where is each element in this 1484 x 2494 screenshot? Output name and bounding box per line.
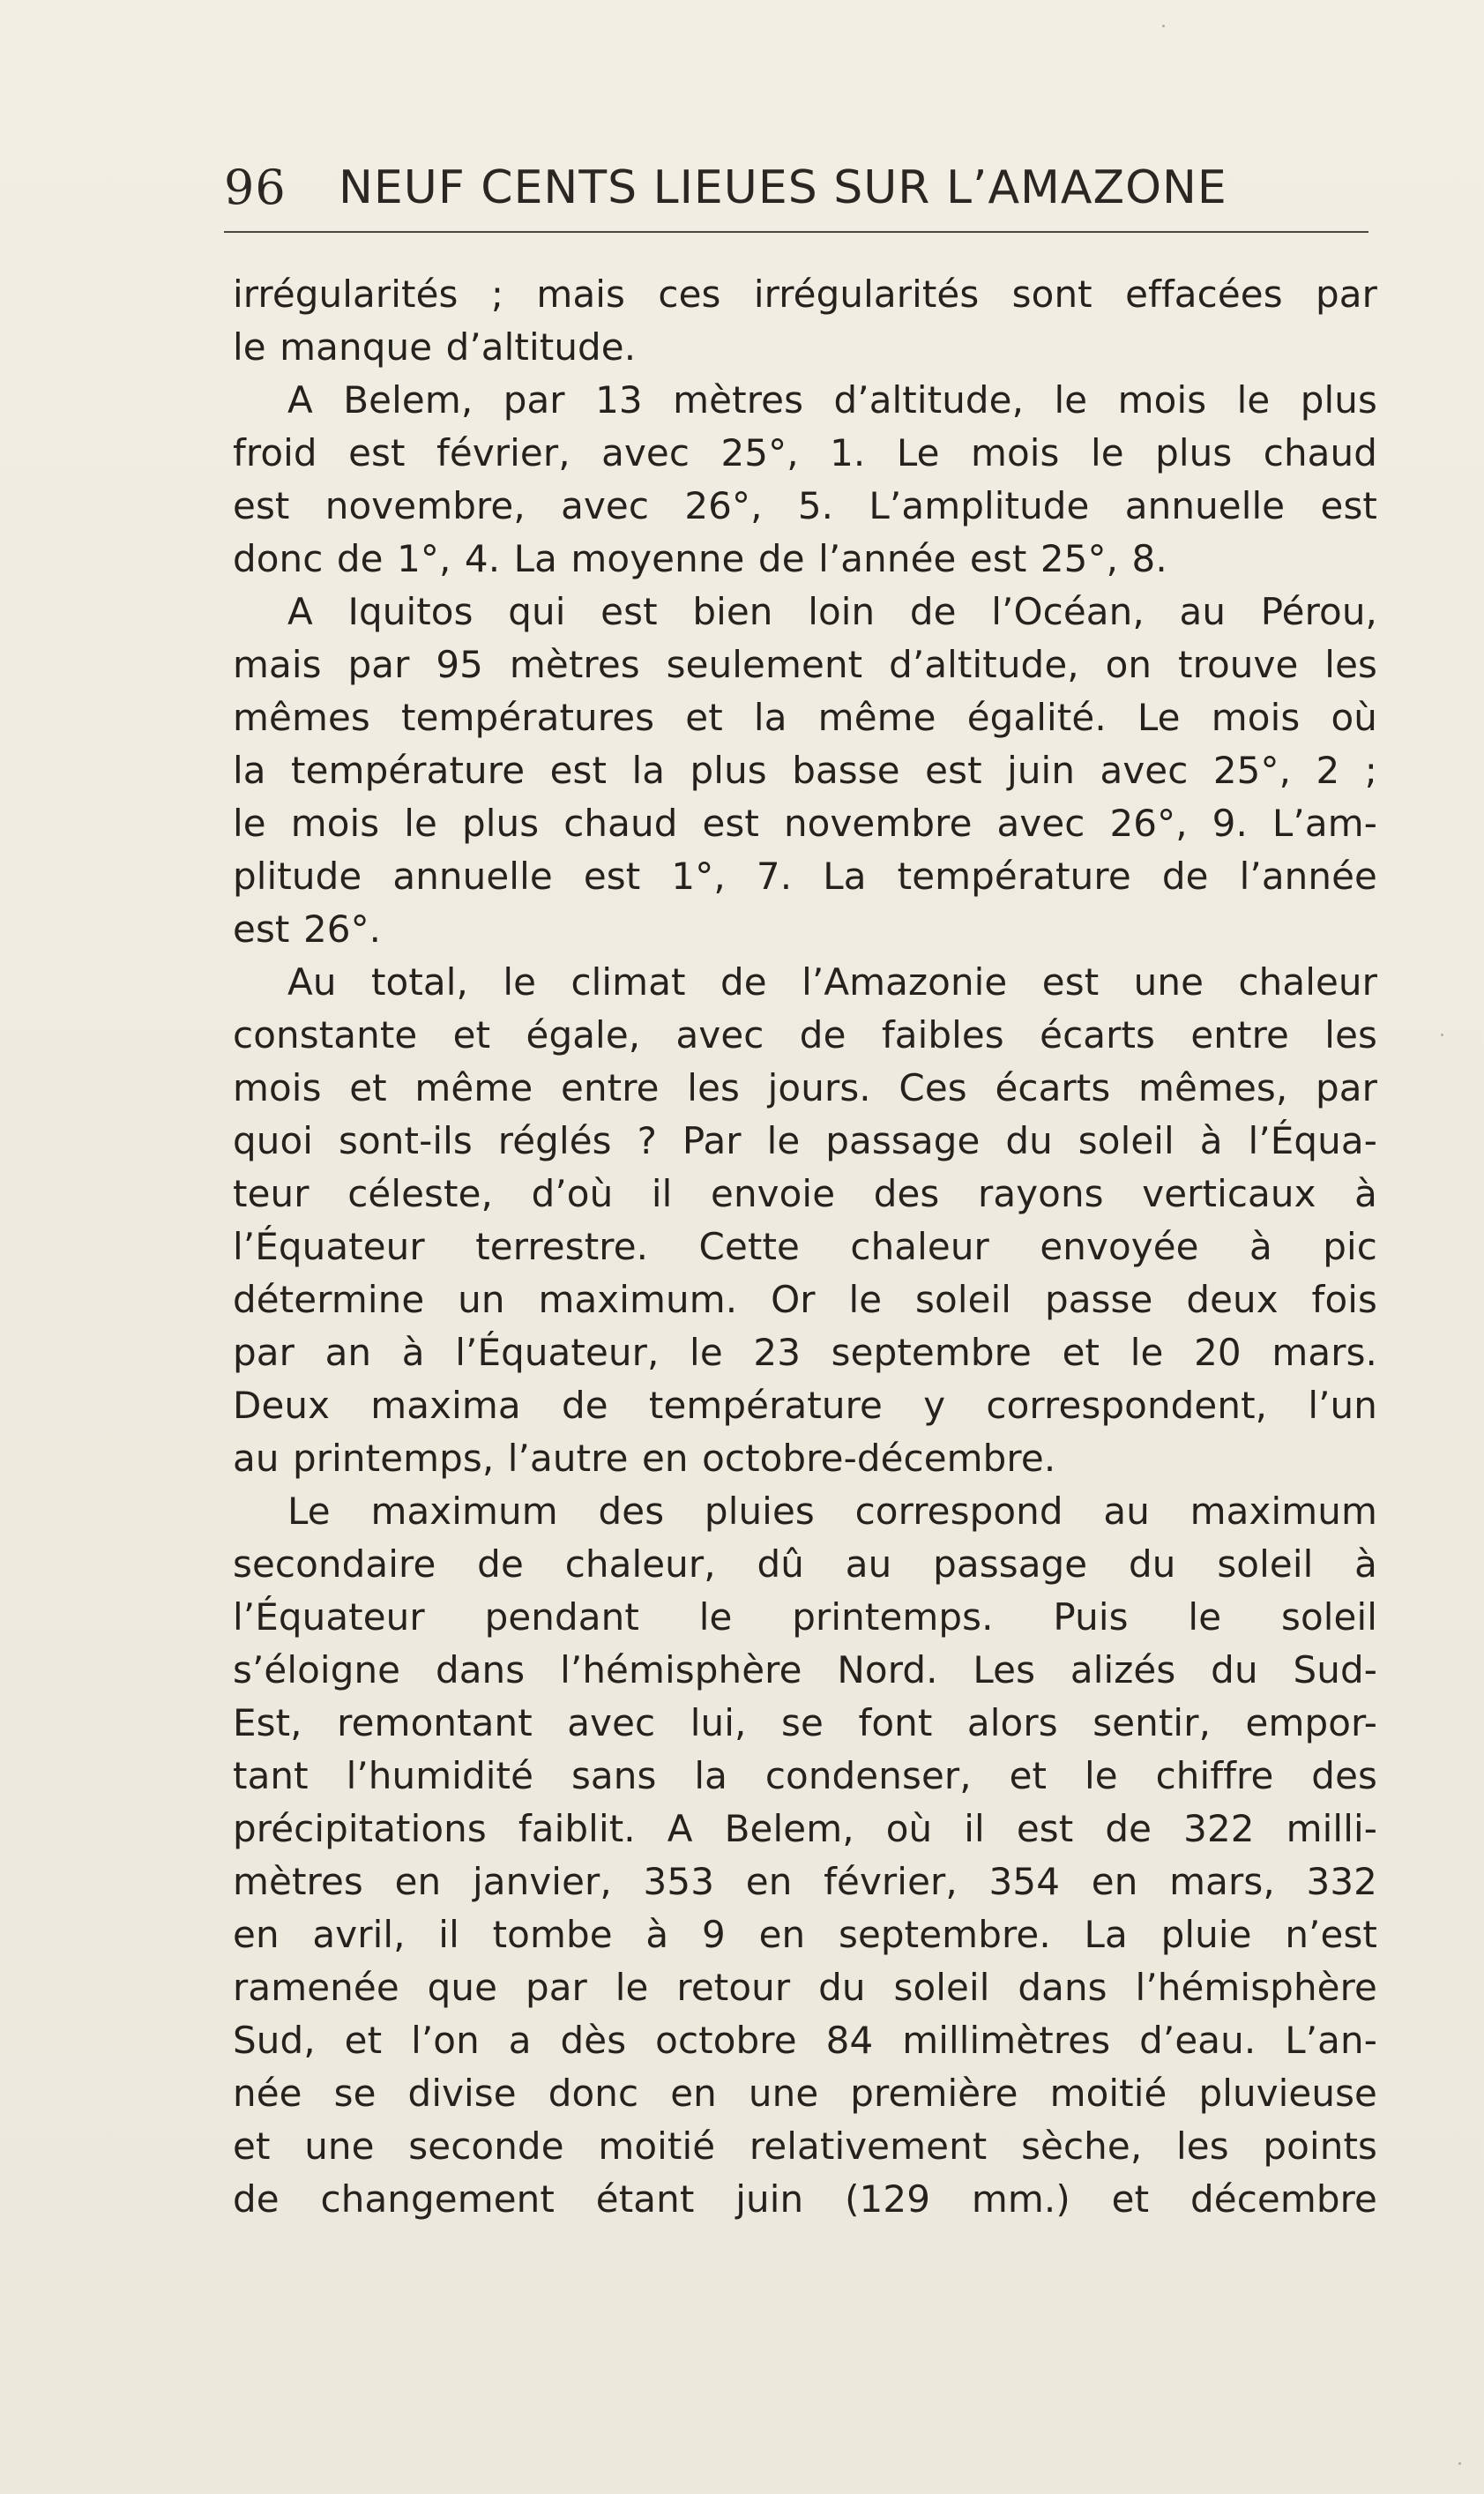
- text-line: constante et égale, avec de faibles écarts entre les: [233, 1013, 1377, 1057]
- text-line: Est, remontant avec lui, se font alors sentir, empor-: [233, 1701, 1377, 1744]
- paper-speck: [1441, 1034, 1443, 1036]
- running-title: NEUF CENTS LIEUES SUR L’AMAZONE: [339, 161, 1227, 214]
- page-number: 96: [224, 160, 287, 215]
- text-line: par an à l’Équateur, le 23 septembre et le 20 mars.: [233, 1331, 1377, 1374]
- text-line: est novembre, avec 26°, 5. L’amplitude annuelle est: [233, 484, 1377, 527]
- text-line: Sud, et l’on a dès octobre 84 millimètres d’eau. L’an-: [233, 2019, 1377, 2062]
- text-line: donc de 1°, 4. La moyenne de l’année est 25°, 8.: [233, 537, 1167, 580]
- text-line: A Belem, par 13 mètres d’altitude, le mois le plus: [287, 378, 1377, 422]
- text-line: A Iquitos qui est bien loin de l’Océan, au Pérou,: [287, 590, 1377, 633]
- text-line: quoi sont-ils réglés ? Par le passage du soleil à l’Équa-: [233, 1119, 1377, 1162]
- text-line: mêmes températures et la même égalité. Le mois où: [233, 696, 1377, 739]
- text-line: ramenée que par le retour du soleil dans l’hémisphère: [233, 1966, 1377, 2009]
- text-line: irrégularités ; mais ces irrégularités sont effacées par: [233, 273, 1377, 316]
- text-line: mais par 95 mètres seulement d’altitude, on trouve les: [233, 643, 1377, 686]
- text-line: Au total, le climat de l’Amazonie est une chaleur: [287, 960, 1377, 1004]
- text-line: teur céleste, d’où il envoie des rayons verticaux à: [233, 1172, 1377, 1215]
- text-line: et une seconde moitié relativement sèche, les points: [233, 2124, 1377, 2168]
- text-line: de changement étant juin (129 mm.) et décembre: [233, 2177, 1377, 2221]
- text-line: l’Équateur terrestre. Cette chaleur envoyée à pic: [233, 1225, 1377, 1268]
- text-line: tant l’humidité sans la condenser, et le chiffre des: [233, 1754, 1377, 1797]
- paper-speck: [1162, 25, 1165, 27]
- text-line: née se divise donc en une première moitié pluvieuse: [233, 2072, 1377, 2115]
- text-line: froid est février, avec 25°, 1. Le mois le plus chaud: [233, 431, 1377, 474]
- text-line: plitude annuelle est 1°, 7. La température de l’année: [233, 855, 1377, 898]
- text-line: s’éloigne dans l’hémisphère Nord. Les alizés du Sud-: [233, 1648, 1377, 1691]
- body-text: [233, 268, 1377, 2226]
- text-line: est 26°.: [233, 907, 382, 951]
- text-line: la température est la plus basse est juin avec 25°, 2 ;: [233, 749, 1377, 792]
- text-line: mètres en janvier, 353 en février, 354 en mars, 332: [233, 1860, 1377, 1903]
- text-line: au printemps, l’autre en octobre-décembre.: [233, 1437, 1056, 1480]
- text-line: précipitations faiblit. A Belem, où il est de 322 milli-: [233, 1807, 1377, 1850]
- text-line: mois et même entre les jours. Ces écarts mêmes, par: [233, 1066, 1377, 1109]
- header-rule: [224, 231, 1368, 233]
- paper-speck: [1458, 2462, 1461, 2465]
- page-header: [224, 157, 1368, 219]
- text-line: détermine un maximum. Or le soleil passe deux fois: [233, 1278, 1377, 1321]
- text-line: l’Équateur pendant le printemps. Puis le soleil: [233, 1595, 1377, 1639]
- text-line: secondaire de chaleur, dû au passage du soleil à: [233, 1542, 1377, 1586]
- text-line: Le maximum des pluies correspond au maximum: [287, 1490, 1377, 1533]
- text-line: le manque d’altitude.: [233, 325, 637, 369]
- text-line: Deux maxima de température y correspondent, l’un: [233, 1384, 1377, 1427]
- text-line: le mois le plus chaud est novembre avec 26°, 9. L’am-: [233, 802, 1377, 845]
- text-line: en avril, il tombe à 9 en septembre. La pluie n’est: [233, 1913, 1377, 1956]
